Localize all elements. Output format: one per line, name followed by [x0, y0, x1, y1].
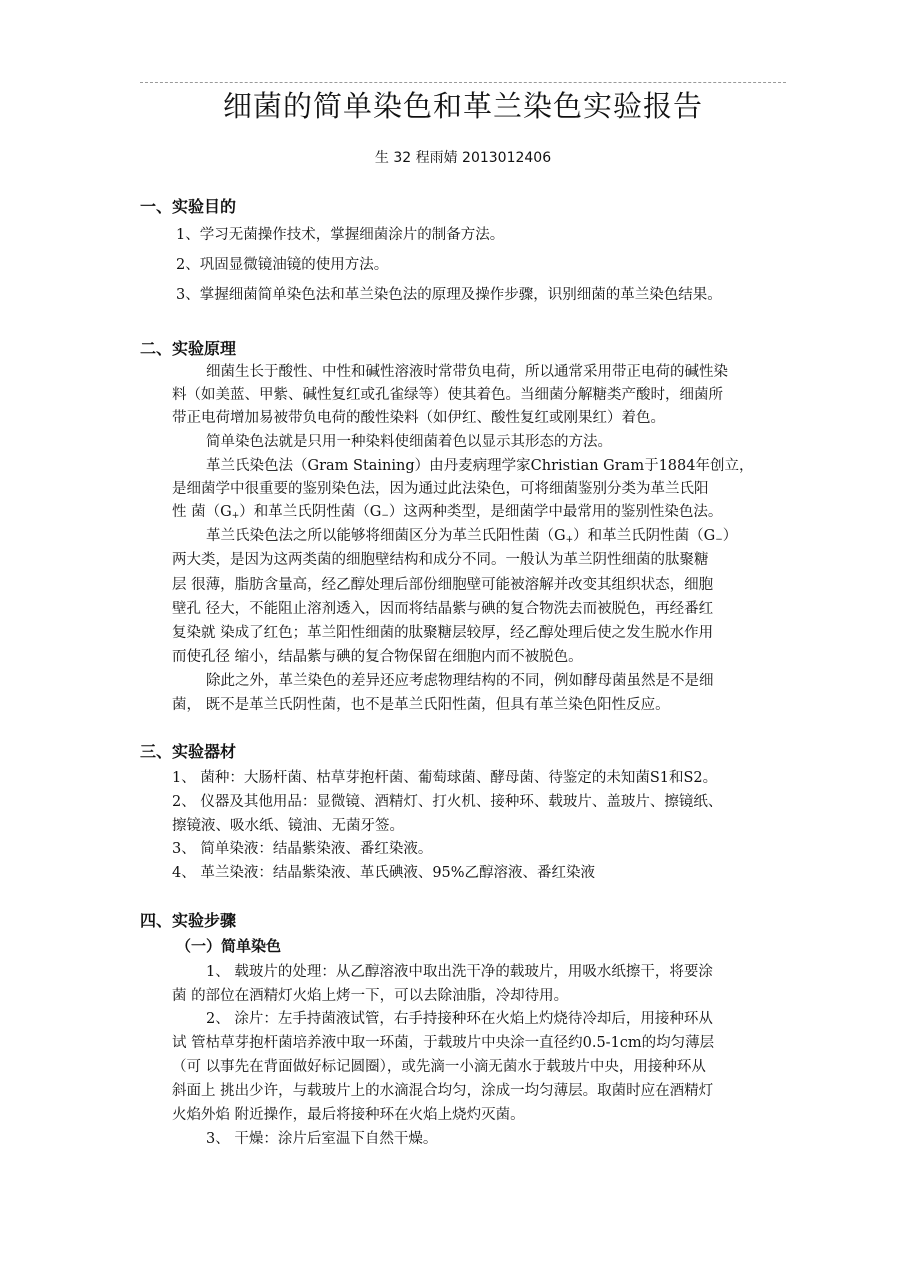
- procedure-step-1-cont: 菌 的部位在酒精灯火焰上烤一下，可以去除油脂，冷却待用。: [172, 988, 569, 1004]
- purpose-item-1: 1、学习无菌操作技术，掌握细菌涂片的制备方法。: [176, 227, 505, 243]
- principle-p4-line-6: 而使孔径 缩小，结晶紫与碘的复合物保留在细胞内而不被脱色。: [172, 649, 583, 665]
- principle-p4-line-3: 层 很薄，脂肪含量高，经乙醇处理后部份细胞壁可能被溶解并改变其组织状态，细胞: [172, 577, 714, 593]
- purpose-item-2: 2、巩固显微镜油镜的使用方法。: [176, 257, 389, 273]
- procedure-step-1: 1、 载玻片的处理：从乙醇溶液中取出洗干净的载玻片，用吸水纸擦干，将要涂: [206, 964, 713, 980]
- header-rule: [140, 82, 786, 83]
- procedure-step-2-cont-3: 斜面上 挑出少许，与载玻片上的水滴混合均匀，涂成一均匀薄层。取菌时应在酒精灯: [172, 1083, 714, 1099]
- procedure-step-2-cont-4: 火焰外焰 附近操作，最后将接种环在火焰上烧灼灭菌。: [172, 1107, 525, 1123]
- subsection-simple-staining: （一）简单染色: [176, 937, 282, 955]
- principle-p1-line-2: 料（如美蓝、甲紫、碱性复红或孔雀绿等）使其着色。当细菌分解糖类产酸时，细菌所: [172, 387, 723, 403]
- section-heading-materials: 三、实验器材: [140, 742, 237, 761]
- section-heading-procedure: 四、实验步骤: [140, 911, 237, 930]
- purpose-item-3: 3、掌握细菌简单染色法和革兰染色法的原理及操作步骤，识别细菌的革兰染色结果。: [176, 287, 722, 303]
- principle-p2: 简单染色法就是只用一种染料使细菌着色以显示其形态的方法。: [206, 434, 612, 450]
- principle-p5-line-1: 除此之外，革兰染色的差异还应考虑物理结构的不同，例如酵母菌虽然是不是细: [206, 673, 714, 689]
- procedure-step-3: 3、 干燥：涂片后室温下自然干燥。: [206, 1131, 438, 1147]
- principle-p1-line-3: 带正电荷增加易被带负电荷的酸性染料（如伊红、酸性复红或刚果红）着色。: [172, 410, 665, 426]
- author-line: 生 32 程雨婧 2013012406: [374, 150, 552, 166]
- procedure-step-2-cont-1: 试 管枯草芽抱杆菌培养液中取一环菌，于载玻片中央涂一直径约0.5-1cm的均匀薄层: [172, 1035, 715, 1051]
- section-heading-purpose: 一、实验目的: [140, 197, 237, 216]
- principle-p3-line-2: 是细菌学中很重要的鉴别染色法，因为通过此法染色，可将细菌鉴别分类为革兰氏阳: [172, 481, 709, 497]
- materials-item-2-cont: 擦镜液、吸水纸、镜油、无菌牙签。: [172, 818, 404, 834]
- principle-p3-line-3: 性 菌$(G_+)$和革兰氏阴性菌$(G_-)$这两种类型，是细菌学中最常用的鉴别性染色法。: [172, 504, 723, 521]
- materials-item-2: 2、 仪器及其他用品：显微镜、酒精灯、打火机、接种环、载玻片、盖玻片、擦镜纸、: [172, 794, 723, 810]
- principle-p4-line-4: 壁孔 径大，不能阻止溶剂透入，因而将结晶紫与碘的复合物洗去而被脱色，再经番红: [172, 601, 714, 617]
- principle-p1-line-1: 细菌生长于酸性、中性和碱性溶液时常带负电荷，所以通常采用带正电荷的碱性染: [206, 364, 728, 380]
- procedure-step-2: 2、 涂片：左手持菌液试管，右手持接种环在火焰上灼烧待冷却后，用接种环从: [206, 1011, 713, 1027]
- materials-item-3: 3、 简单染液：结晶紫染液、番红染液。: [172, 841, 433, 857]
- principle-p4-line-2: 两大类，是因为这两类菌的细胞壁结构和成分不同。一般认为革兰阴性细菌的肽聚糖: [172, 552, 709, 568]
- materials-item-1: 1、 菌种：大肠杆菌、枯草芽抱杆菌、葡萄球菌、酵母菌、待鉴定的未知菌S1和S2。: [172, 770, 718, 786]
- page-title: 细菌的简单染色和革兰染色实验报告: [222, 89, 703, 123]
- principle-p5-line-2: 菌， 既不是革兰氏阴性菌，也不是革兰氏阳性菌，但具有革兰染色阳性反应。: [172, 697, 670, 713]
- principle-p4-line-1: 革兰氏染色法之所以能够将细菌区分为革兰氏阳性菌$(G_+)$和革兰氏阴性菌$(G_-)$: [206, 528, 738, 545]
- principle-p3-line-1: 革兰氏染色法（Gram Staining）由丹麦病理学家Christian Gram于1884年创立，: [206, 458, 754, 474]
- section-heading-principle: 二、实验原理: [140, 339, 237, 358]
- principle-p4-line-5: 复染就 染成了红色；革兰阳性细菌的肽聚糖层较厚，经乙醇处理后使之发生脱水作用: [172, 625, 714, 641]
- procedure-step-2-cont-2: （可 以事先在背面做好标记圆圈），或先滴一小滴无菌水于载玻片中央，用接种环从: [172, 1059, 706, 1075]
- materials-item-4: 4、 革兰染液：结晶紫染液、革氏碘液、95%乙醇溶液、番红染液: [172, 865, 596, 881]
